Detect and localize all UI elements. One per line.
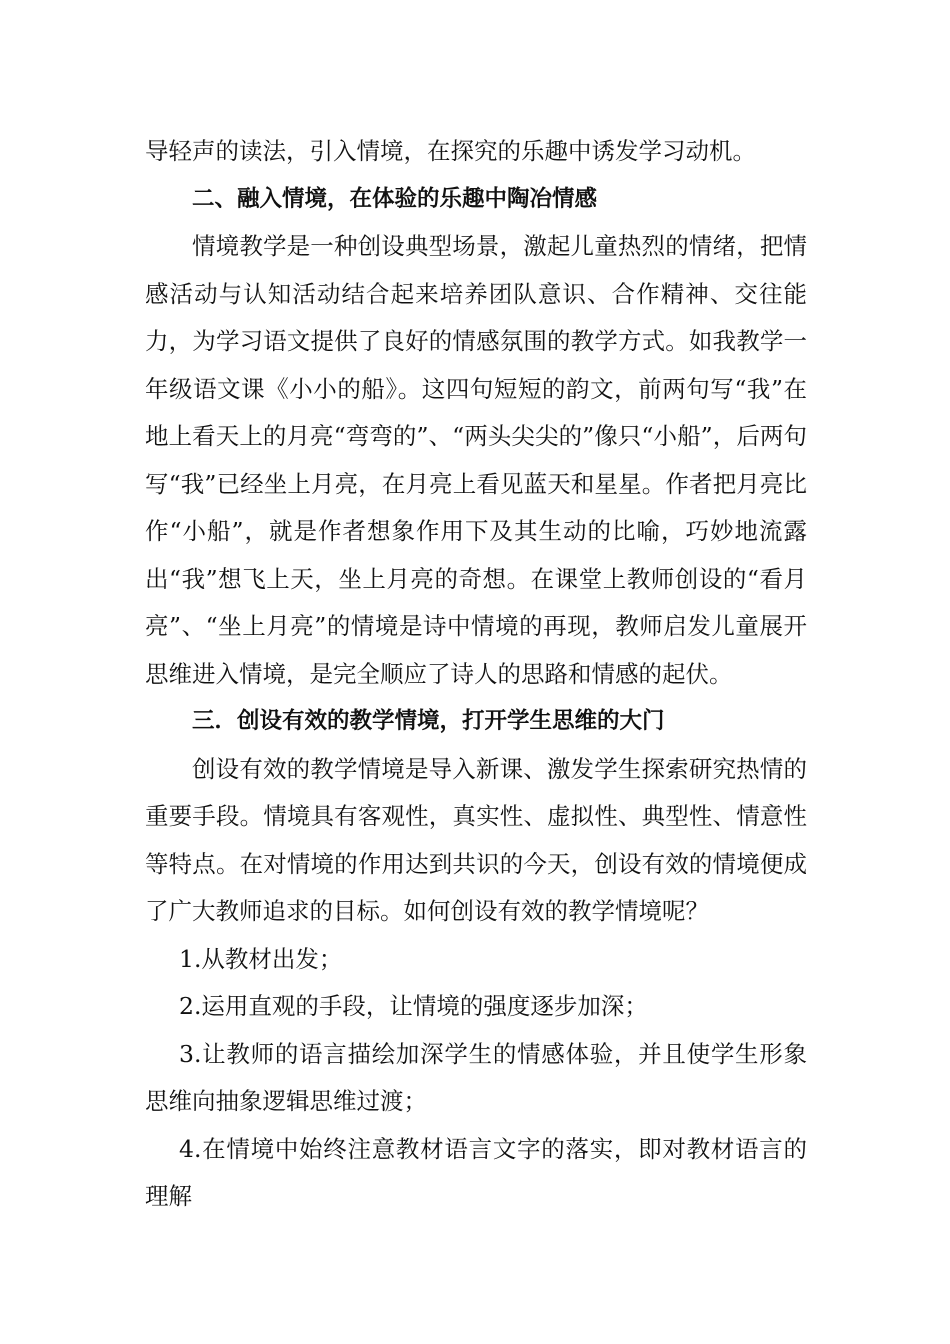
list-item-2: 2.运用直观的手段，让情境的强度逐步加深； <box>179 992 648 1020</box>
paragraph-situational-teaching: 情境教学是一种创设典型场景，激起儿童热烈的情绪，把情感活动与认知活动结合起来培养团队意识、合作精神、交往能力，为学习语文提供了良好的情感氛围的教学方式。如我教学一年级语文课《小小的船》。这四句短短的韵文，前两句写“我”在地上看天上的月亮“弯弯的”、“两头尖尖的”像只“小船”，后两句写“我”已经坐上月亮，在月亮上看见蓝天和星星。作者把月亮比作“小船”，就是作者想象作用下及其生动的比喻，巧妙地流露出“我”想飞上天，坐上月亮的奇想。在课堂上教师创设的“看月亮”、“坐上月亮”的情境是诗中情境的再现，教师启发儿童展开思维进入情境，是完全顺应了诗人的思路和情感的起伏。 <box>145 232 807 688</box>
section-heading-3: 三．创设有效的教学情境，打开学生思维的大门 <box>192 708 665 734</box>
list-item-4: 4.在情境中始终注意教材语言文字的落实，即对教材语言的理解 <box>145 1134 807 1210</box>
paragraph-intro-continuation: 导轻声的读法，引入情境，在探究的乐趣中诱发学习动机。 <box>145 137 756 165</box>
list-item-3: 3.让教师的语言描绘加深学生的情感体验，并且使学生形象思维向抽象逻辑思维过渡； <box>145 1039 807 1115</box>
paragraph-effective-situations: 创设有效的教学情境是导入新课、激发学生探索研究热情的重要手段。情境具有客观性，真实性、虚拟性、典型性、情意性等特点。在对情境的作用达到共识的今天，创设有效的情境便成了广大教师追求的目标。如何创设有效的教学情境呢？ <box>145 754 807 925</box>
list-item-1: 1.从教材出发； <box>179 944 343 973</box>
document-body <box>145 128 807 1221</box>
section-heading-2: 二、融入情境，在体验的乐趣中陶冶情感 <box>192 185 598 212</box>
